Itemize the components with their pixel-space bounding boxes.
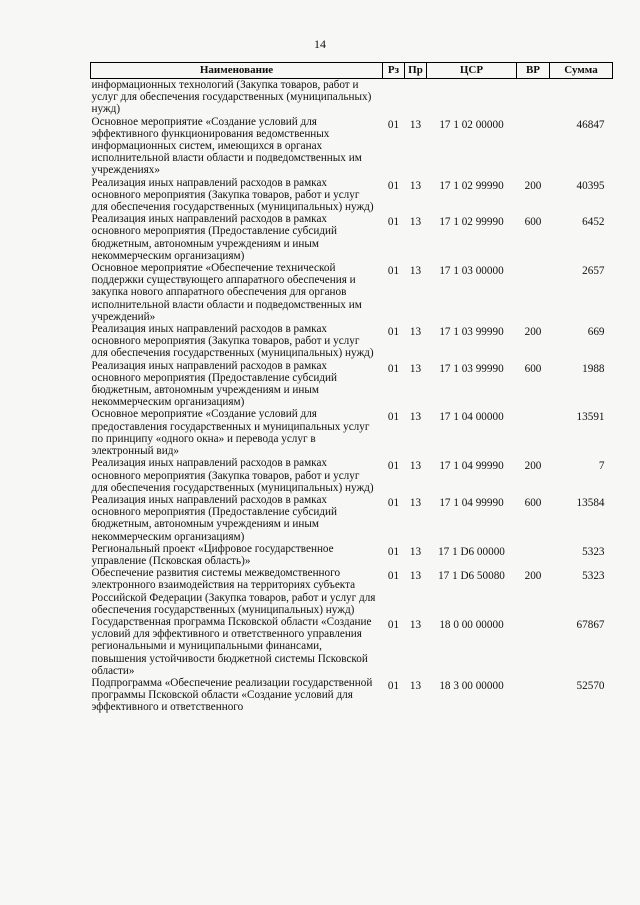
row-pr: 13	[409, 618, 422, 631]
row-vr	[517, 677, 550, 714]
row-sum: 6452	[582, 216, 605, 229]
row-sum: 7	[598, 460, 605, 473]
row-csr: 17 1 04 99990	[439, 496, 504, 509]
table-row	[91, 360, 613, 409]
row-csr: 17 1 04 99990	[439, 460, 504, 473]
row-pr	[405, 79, 427, 116]
table-row	[91, 79, 613, 116]
row-rz: 01	[387, 679, 400, 692]
table-row	[91, 262, 613, 323]
row-vr: 600	[524, 496, 542, 509]
row-name: Основное мероприятие «Обеспечение технической поддержки существующего аппаратного обеспечения и закупка нового аппаратного обеспечения для органов исполнительной власти области и подведомственных им учреждений»	[91, 262, 362, 323]
row-csr: 17 1 03 00000	[439, 265, 504, 278]
row-vr	[517, 116, 550, 177]
row-rz: 01	[387, 496, 400, 509]
header-rz: Рз	[383, 63, 405, 79]
row-sum: 46847	[576, 118, 605, 131]
row-csr: 18 0 00 00000	[439, 618, 504, 631]
row-vr	[517, 408, 550, 457]
row-rz: 01	[387, 216, 400, 229]
page-number: 14	[314, 37, 326, 51]
row-sum: 52570	[576, 679, 605, 692]
row-rz: 01	[387, 265, 400, 278]
row-rz	[383, 79, 405, 116]
row-sum: 13584	[576, 496, 605, 509]
table-header-row	[91, 63, 613, 79]
row-name: Государственная программа Псковской области «Создание условий для эффективного и ответственного управления региональными и муниципальными финансами, повышения устойчивости бюджетной системы Псковской области»	[91, 615, 372, 677]
row-name: Реализация иных направлений расходов в рамках основного мероприятия (Закупка товаров, работ и услуг для обеспечения государственных (муниципальных) нужд)	[91, 323, 374, 360]
row-vr: 200	[524, 570, 542, 583]
table-row	[91, 213, 613, 262]
row-pr: 13	[409, 326, 422, 339]
table-row	[91, 323, 613, 360]
row-sum: 1988	[582, 362, 605, 375]
row-csr: 17 1 02 99990	[439, 179, 504, 192]
table-row	[91, 543, 613, 567]
row-pr: 13	[409, 679, 422, 692]
row-pr: 13	[409, 179, 422, 192]
row-vr: 200	[524, 326, 542, 339]
row-csr: 17 1 04 00000	[439, 411, 504, 424]
row-rz: 01	[387, 118, 400, 131]
row-sum: 67867	[576, 618, 605, 631]
row-vr: 600	[524, 216, 542, 229]
row-csr: 17 1 03 99990	[439, 326, 504, 339]
row-csr: 17 1 D6 00000	[438, 545, 505, 558]
row-rz: 01	[387, 326, 400, 339]
row-name: Реализация иных направлений расходов в рамках основного мероприятия (Предоставление субсидий бюджетным, автономным учреждениям и иным некоммерческим организациям)	[91, 213, 337, 262]
header-csr: ЦСР	[427, 63, 517, 79]
row-csr: 17 1 03 99990	[439, 362, 504, 375]
row-name: информационных технологий (Закупка товаров, работ и услуг для обеспечения государственных (муниципальных) нужд)	[91, 79, 372, 116]
row-sum: 13591	[576, 411, 605, 424]
row-name: Региональный проект «Цифровое государственное управление (Псковская область)»	[91, 542, 334, 567]
row-pr: 13	[409, 545, 422, 558]
row-csr	[427, 79, 517, 116]
row-name: Подпрограмма «Обеспечение реализации государственной программы Псковской области «Создание условий для эффективного и ответственного	[91, 676, 373, 714]
table-row	[91, 494, 613, 543]
row-name: Реализация иных направлений расходов в рамках основного мероприятия (Закупка товаров, работ и услуг для обеспечения государственных (муниципальных) нужд)	[91, 176, 374, 214]
table-row	[91, 677, 613, 714]
table-row	[91, 457, 613, 494]
row-pr: 13	[409, 460, 422, 473]
row-pr: 13	[409, 570, 422, 583]
row-sum: 40395	[576, 179, 605, 192]
row-rz: 01	[387, 570, 400, 583]
table-row	[91, 177, 613, 214]
row-rz: 01	[387, 362, 400, 375]
row-pr: 13	[409, 362, 422, 375]
row-sum	[550, 79, 613, 116]
row-sum: 669	[587, 326, 605, 339]
row-pr: 13	[409, 118, 422, 131]
row-vr: 600	[524, 362, 542, 375]
header-name: Наименование	[91, 63, 383, 79]
row-pr: 13	[409, 496, 422, 509]
row-rz: 01	[387, 179, 400, 192]
table-row	[91, 116, 613, 177]
table-body	[91, 79, 613, 714]
row-csr: 18 3 00 00000	[439, 679, 504, 692]
row-rz: 01	[387, 411, 400, 424]
row-rz: 01	[387, 460, 400, 473]
row-name: Реализация иных направлений расходов в рамках основного мероприятия (Предоставление субсидий бюджетным, автономным учреждениям и иным некоммерческим организациям)	[91, 493, 337, 543]
row-vr	[517, 543, 550, 567]
row-vr	[517, 616, 550, 677]
table-row	[91, 567, 613, 616]
row-vr	[517, 262, 550, 323]
row-sum: 5323	[582, 570, 605, 583]
row-vr	[517, 79, 550, 116]
row-pr: 13	[409, 216, 422, 229]
row-pr: 13	[409, 411, 422, 424]
row-csr: 17 1 02 99990	[439, 216, 504, 229]
row-pr: 13	[409, 265, 422, 278]
row-vr: 200	[524, 460, 542, 473]
row-rz: 01	[387, 618, 400, 631]
header-vr: ВР	[517, 63, 550, 79]
row-sum: 2657	[582, 265, 605, 278]
header-pr: Пр	[405, 63, 427, 79]
row-name: Основное мероприятие «Создание условий для эффективного функционирования ведомственных информационных систем, имеющихся в органах исполнительной власти области и подведомственных им учреждениях»	[91, 115, 362, 177]
row-name: Основное мероприятие «Создание условий для предоставления государственных и муниципальных услуг по принципу «одного окна» и перевода услуг в электронный вид»	[91, 408, 370, 458]
table-row	[91, 616, 613, 677]
header-sum: Сумма	[550, 63, 613, 79]
row-name: Обеспечение развития системы межведомственного электронного взаимодействия на территориях субъекта Российской Федерации (Закупка товаров, работ и услуг для обеспечения государственных (муниципальных) нужд)	[91, 567, 376, 616]
row-name: Реализация иных направлений расходов в рамках основного мероприятия (Закупка товаров, работ и услуг для обеспечения государственных (муниципальных) нужд)	[91, 457, 374, 494]
row-rz: 01	[387, 545, 400, 558]
row-name: Реализация иных направлений расходов в рамках основного мероприятия (Предоставление субсидий бюджетным, автономным учреждениям и иным некоммерческим организациям)	[91, 359, 337, 409]
row-vr: 200	[524, 179, 542, 192]
row-csr: 17 1 02 00000	[439, 118, 504, 131]
table-row	[91, 408, 613, 457]
budget-table	[90, 62, 613, 714]
row-sum: 5323	[582, 545, 605, 558]
row-csr: 17 1 D6 50080	[438, 570, 505, 583]
